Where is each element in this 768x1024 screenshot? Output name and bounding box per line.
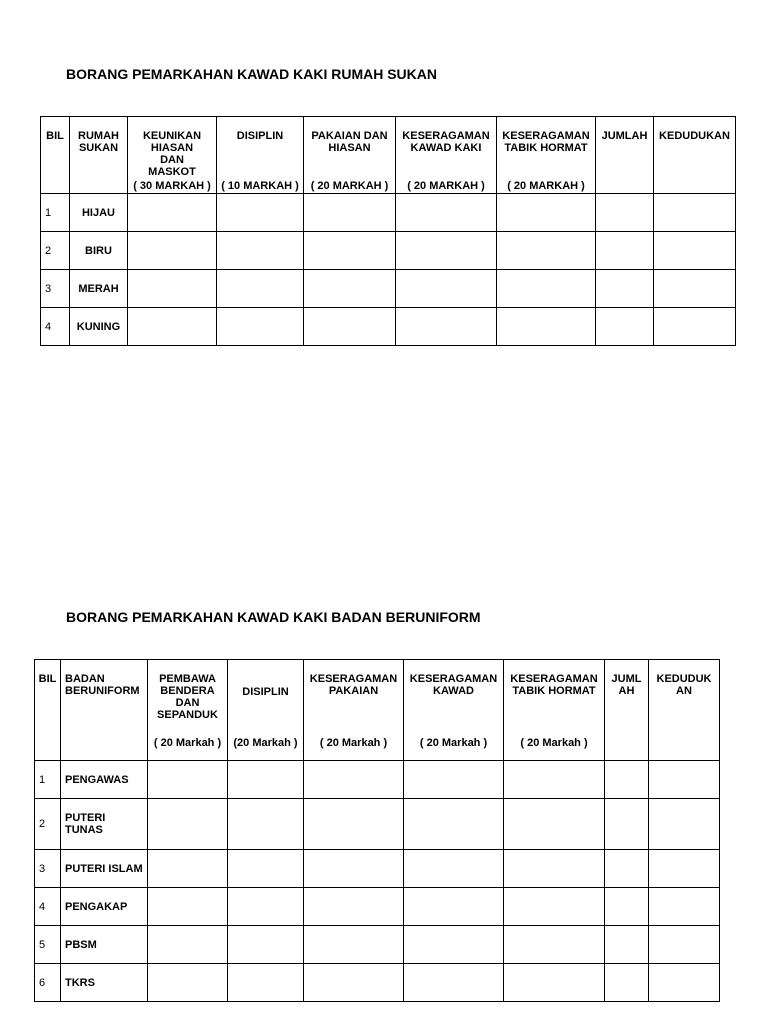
score-cell[interactable] <box>217 270 304 308</box>
score-cell[interactable] <box>128 194 217 232</box>
score-cell[interactable] <box>396 194 497 232</box>
score-cell[interactable] <box>605 761 649 799</box>
score-cell[interactable] <box>217 232 304 270</box>
row-bil: 3 <box>41 270 70 308</box>
score-cell[interactable] <box>304 799 404 850</box>
score-cell[interactable] <box>304 850 404 888</box>
table-row <box>41 194 736 232</box>
table-row <box>35 964 720 1002</box>
score-cell[interactable] <box>148 850 228 888</box>
score-cell[interactable] <box>649 888 720 926</box>
row-name: PENGAWAS <box>61 761 148 799</box>
score-cell[interactable] <box>304 964 404 1002</box>
row-name: TKRS <box>61 964 148 1002</box>
table-row <box>41 308 736 346</box>
score-cell[interactable] <box>649 926 720 964</box>
form2-title: BORANG PEMARKAHAN KAWAD KAKI BADAN BERUNIFORM <box>66 609 481 625</box>
score-cell[interactable] <box>649 964 720 1002</box>
form2-table <box>34 659 720 1002</box>
score-cell[interactable] <box>605 888 649 926</box>
score-cell[interactable] <box>649 799 720 850</box>
header-tabik-hormat: KESERAGAMAN TABIK HORMAT ( 20 Markah ) <box>504 660 605 761</box>
score-cell[interactable] <box>596 194 654 232</box>
form1-title: BORANG PEMARKAHAN KAWAD KAKI RUMAH SUKAN <box>66 66 437 82</box>
score-cell[interactable] <box>504 926 605 964</box>
table-row <box>35 761 720 799</box>
row-name: BIRU <box>70 232 128 270</box>
score-cell[interactable] <box>654 194 736 232</box>
table-row <box>41 232 736 270</box>
score-cell[interactable] <box>396 308 497 346</box>
score-cell[interactable] <box>217 308 304 346</box>
score-cell[interactable] <box>654 270 736 308</box>
score-cell[interactable] <box>504 761 605 799</box>
score-cell[interactable] <box>148 888 228 926</box>
score-cell[interactable] <box>504 850 605 888</box>
row-name: HIJAU <box>70 194 128 232</box>
score-cell[interactable] <box>497 232 596 270</box>
form1-table <box>40 116 736 346</box>
score-cell[interactable] <box>228 799 304 850</box>
score-cell[interactable] <box>497 194 596 232</box>
row-name: PENGAKAP <box>61 888 148 926</box>
row-bil: 1 <box>35 761 61 799</box>
row-bil: 3 <box>35 850 61 888</box>
header-disiplin: DISIPLIN ( 10 MARKAH ) <box>217 117 304 194</box>
row-bil: 4 <box>41 308 70 346</box>
header-kedudukan: KEDUDUKAN <box>654 117 736 194</box>
score-cell[interactable] <box>596 232 654 270</box>
header-pakaian: KESERAGAMAN PAKAIAN ( 20 Markah ) <box>304 660 404 761</box>
score-cell[interactable] <box>504 799 605 850</box>
score-cell[interactable] <box>228 888 304 926</box>
header-kedudukan: KEDUDUKAN <box>649 660 720 761</box>
score-cell[interactable] <box>605 964 649 1002</box>
score-cell[interactable] <box>148 926 228 964</box>
score-cell[interactable] <box>128 232 217 270</box>
row-name: PBSM <box>61 926 148 964</box>
row-name: MERAH <box>70 270 128 308</box>
score-cell[interactable] <box>228 761 304 799</box>
score-cell[interactable] <box>654 232 736 270</box>
score-cell[interactable] <box>304 761 404 799</box>
header-kawad: KESERAGAMAN KAWAD ( 20 Markah ) <box>404 660 504 761</box>
score-cell[interactable] <box>228 964 304 1002</box>
score-cell[interactable] <box>304 194 396 232</box>
score-cell[interactable] <box>649 761 720 799</box>
score-cell[interactable] <box>649 850 720 888</box>
row-name: PUTERI TUNAS <box>61 799 148 850</box>
score-cell[interactable] <box>404 799 504 850</box>
score-cell[interactable] <box>654 308 736 346</box>
row-bil: 2 <box>41 232 70 270</box>
header-badan-beruniform: BADAN BERUNIFORM <box>61 660 148 761</box>
header-keunikan: KEUNIKAN HIASAN DAN MASKOT ( 30 MARKAH ) <box>128 117 217 194</box>
score-cell[interactable] <box>304 232 396 270</box>
form1-header-row <box>41 117 736 194</box>
score-cell[interactable] <box>596 308 654 346</box>
header-jumlah: JUMLAH <box>605 660 649 761</box>
score-cell[interactable] <box>404 850 504 888</box>
header-kawad-kaki: KESERAGAMAN KAWAD KAKI ( 20 MARKAH ) <box>396 117 497 194</box>
table-row <box>41 270 736 308</box>
score-cell[interactable] <box>128 270 217 308</box>
score-cell[interactable] <box>396 232 497 270</box>
score-cell[interactable] <box>497 308 596 346</box>
header-bil: BIL <box>41 117 70 194</box>
table-row <box>35 850 720 888</box>
score-cell[interactable] <box>497 270 596 308</box>
score-cell[interactable] <box>404 964 504 1002</box>
header-rumah-sukan: RUMAH SUKAN <box>70 117 128 194</box>
row-bil: 6 <box>35 964 61 1002</box>
score-cell[interactable] <box>228 926 304 964</box>
score-cell[interactable] <box>228 850 304 888</box>
header-bil: BIL <box>35 660 61 761</box>
header-pembawa-bendera: PEMBAWA BENDERA DAN SEPANDUK ( 20 Markah ) <box>148 660 228 761</box>
table-row <box>35 799 720 850</box>
score-cell[interactable] <box>148 761 228 799</box>
score-cell[interactable] <box>404 926 504 964</box>
score-cell[interactable] <box>596 270 654 308</box>
score-cell[interactable] <box>148 964 228 1002</box>
score-cell[interactable] <box>148 799 228 850</box>
table-row <box>35 888 720 926</box>
form2-header-row <box>35 660 720 761</box>
score-cell[interactable] <box>396 270 497 308</box>
row-bil: 2 <box>35 799 61 850</box>
score-cell[interactable] <box>605 799 649 850</box>
score-cell[interactable] <box>304 308 396 346</box>
score-cell[interactable] <box>404 761 504 799</box>
row-name: PUTERI ISLAM <box>61 850 148 888</box>
row-bil: 4 <box>35 888 61 926</box>
row-bil: 1 <box>41 194 70 232</box>
header-disiplin: DISIPLIN (20 Markah ) <box>228 660 304 761</box>
score-cell[interactable] <box>304 888 404 926</box>
header-pakaian: PAKAIAN DAN HIASAN ( 20 MARKAH ) <box>304 117 396 194</box>
score-cell[interactable] <box>605 850 649 888</box>
table-row <box>35 926 720 964</box>
score-cell[interactable] <box>504 964 605 1002</box>
row-bil: 5 <box>35 926 61 964</box>
score-cell[interactable] <box>128 308 217 346</box>
score-cell[interactable] <box>217 194 304 232</box>
score-cell[interactable] <box>605 926 649 964</box>
score-cell[interactable] <box>404 888 504 926</box>
header-tabik-hormat: KESERAGAMAN TABIK HORMAT ( 20 MARKAH ) <box>497 117 596 194</box>
header-jumlah: JUMLAH <box>596 117 654 194</box>
score-cell[interactable] <box>504 888 605 926</box>
row-name: KUNING <box>70 308 128 346</box>
score-cell[interactable] <box>304 926 404 964</box>
score-cell[interactable] <box>304 270 396 308</box>
